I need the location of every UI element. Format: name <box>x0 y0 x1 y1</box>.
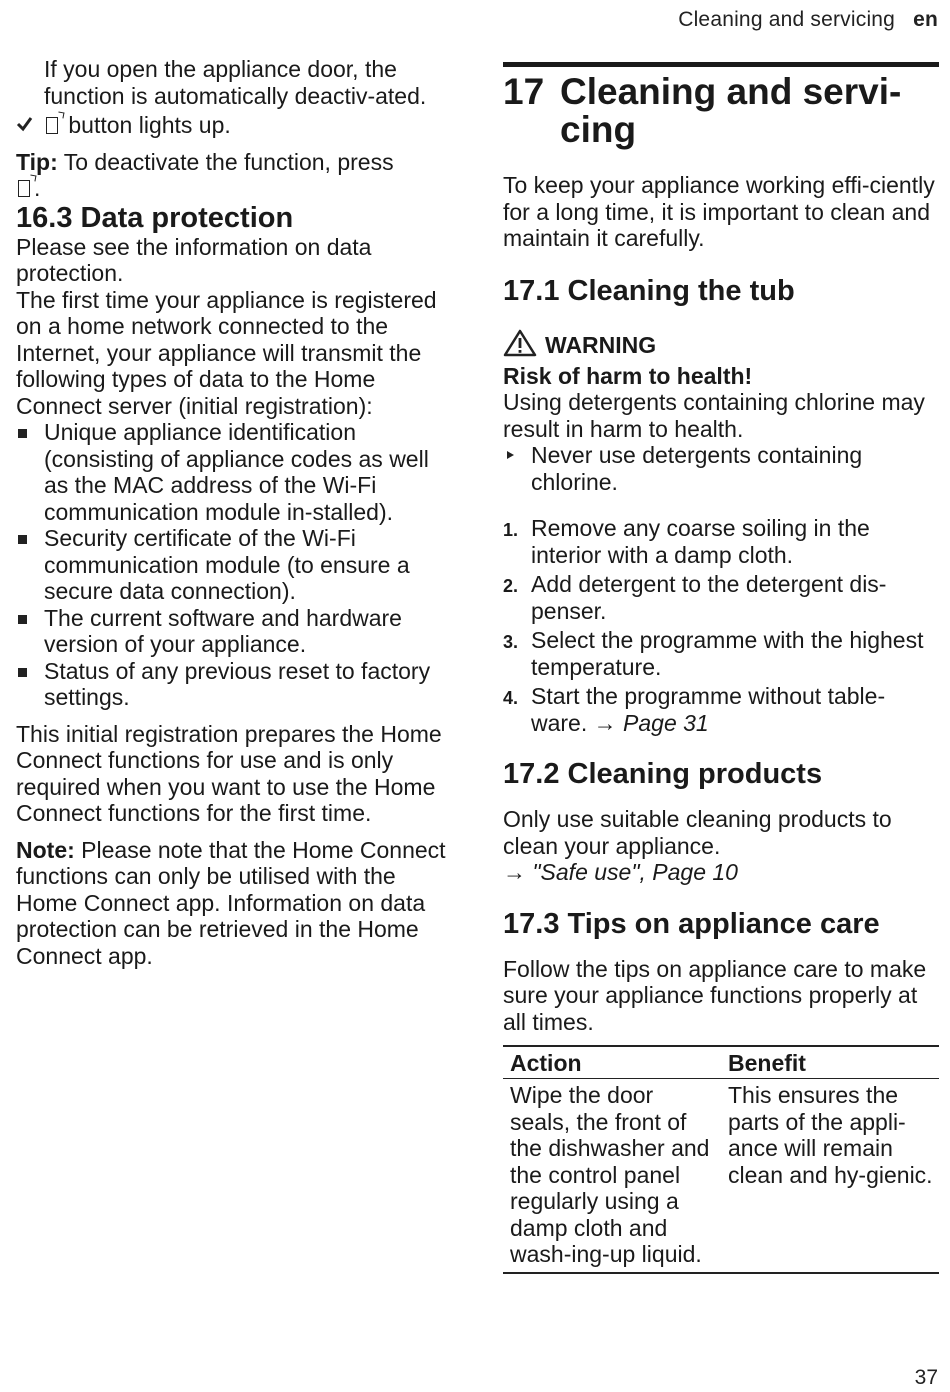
data-types-list <box>16 419 456 711</box>
list-item: The current software and hardware version of your appliance. <box>16 605 456 658</box>
page-reference-link[interactable]: → Page 31 <box>593 709 709 736</box>
note-paragraph <box>16 837 456 970</box>
section-title-data-protection: 16.3 Data protection <box>16 201 294 234</box>
warning-title: Risk of harm to health! <box>503 362 753 389</box>
safe-use-reference-link[interactable]: → "Safe use", Page 10 <box>503 859 738 885</box>
chapter-title <box>503 73 939 149</box>
column-header-action: Action <box>503 1046 721 1079</box>
check-icon <box>16 112 34 140</box>
tip-label: Tip: <box>16 148 58 175</box>
warning-heading <box>503 329 939 363</box>
note-text: Please note that the Home Connect functions can only be utilised with the Home Connect app. Information on data protection can be retrieved in the Home Connect app. <box>16 836 446 969</box>
door-open-icon <box>18 180 30 197</box>
care-tips-table <box>503 1045 939 1274</box>
warning-triangle-icon <box>503 329 545 363</box>
list-item: Security certificate of the Wi-Fi communication module (to ensure a secure data connection). <box>16 525 456 605</box>
column-header-benefit: Benefit <box>721 1046 939 1079</box>
data-protection-p3: This initial registration prepares the Home Connect functions for use and is only required when you want to use the Home Connect functions for the first time. <box>16 720 442 826</box>
chapter-title-text: Cleaning and servi-cing <box>560 71 902 150</box>
step-number: 4. <box>503 688 519 708</box>
header-language: en <box>913 8 938 31</box>
section-title-cleaning-products: 17.2 Cleaning products <box>503 758 823 790</box>
step-item <box>503 627 939 680</box>
tip-paragraph: Tip: To deactivate the function, press . <box>16 148 394 201</box>
tip-text: To deactivate the function, press <box>63 148 394 175</box>
table-row <box>503 1079 939 1273</box>
intro-text: If you open the appliance door, the function is automatically deactiv-ated. <box>44 56 427 109</box>
warning-label: WARNING <box>545 332 657 358</box>
right-column <box>503 62 939 1274</box>
step-text: Start the programme without table-ware. <box>531 683 886 736</box>
step-number: 2. <box>503 576 519 596</box>
step-text: Add detergent to the detergent dis-penser. <box>531 571 887 624</box>
step-item <box>503 515 939 568</box>
door-open-icon <box>46 117 58 134</box>
data-protection-p2: The first time your appliance is registered on a home network connected to the Internet, your appliance will transmit the following types of data to the Home Connect server (initial registration): <box>16 286 437 419</box>
appliance-care-text: Follow the tips on appliance care to make sure your appliance functions properly at all times. <box>503 955 927 1035</box>
step-number: 1. <box>503 520 519 540</box>
step-item <box>503 683 939 736</box>
step-item <box>503 571 939 624</box>
chapter-intro: To keep your appliance working effi-ciently for a long time, it is important to clean and maintain it carefully. <box>503 172 935 251</box>
section-title-appliance-care: 17.3 Tips on appliance care <box>503 907 880 940</box>
step-text: Select the programme with the highest temperature. <box>531 627 924 680</box>
cleaning-products-text: Only use suitable cleaning products to clean your appliance. <box>503 806 892 859</box>
list-item: Never use detergents containing chlorine. <box>503 442 939 495</box>
section-title-cleaning-tub: 17.1 Cleaning the tub <box>503 274 795 307</box>
left-column <box>16 56 456 969</box>
table-cell-benefit: This ensures the parts of the appli-ance will remain clean and hy-gienic. <box>721 1079 939 1273</box>
result-text: button lights up. <box>68 112 231 138</box>
list-item: Status of any previous reset to factory settings. <box>16 658 456 711</box>
header-section: Cleaning and servicing <box>678 8 896 31</box>
chapter-number: 17 <box>503 71 545 112</box>
table-cell-action: Wipe the door seals, the front of the dishwasher and the control panel regularly using a damp cloth and wash-ing-up liquid. <box>503 1079 721 1273</box>
cleaning-steps <box>503 515 939 736</box>
data-protection-p1: Please see the information on data protection. <box>16 233 372 286</box>
step-number: 3. <box>503 632 519 652</box>
page-number: 37 <box>914 1366 938 1389</box>
warning-text: Using detergents containing chlorine may result in harm to health. <box>503 389 925 442</box>
result-line <box>16 112 456 139</box>
chapter-rule <box>503 62 939 67</box>
list-item: Unique appliance identification (consisting of appliance codes as well as the MAC address of the Wi-Fi communication module in-stalled). <box>16 419 456 525</box>
step-text: Remove any coarse soiling in the interior with a damp cloth. <box>531 515 870 568</box>
table-header-row <box>503 1046 939 1079</box>
running-header <box>678 8 938 32</box>
warning-actions <box>503 442 939 495</box>
note-label: Note: <box>16 836 75 863</box>
